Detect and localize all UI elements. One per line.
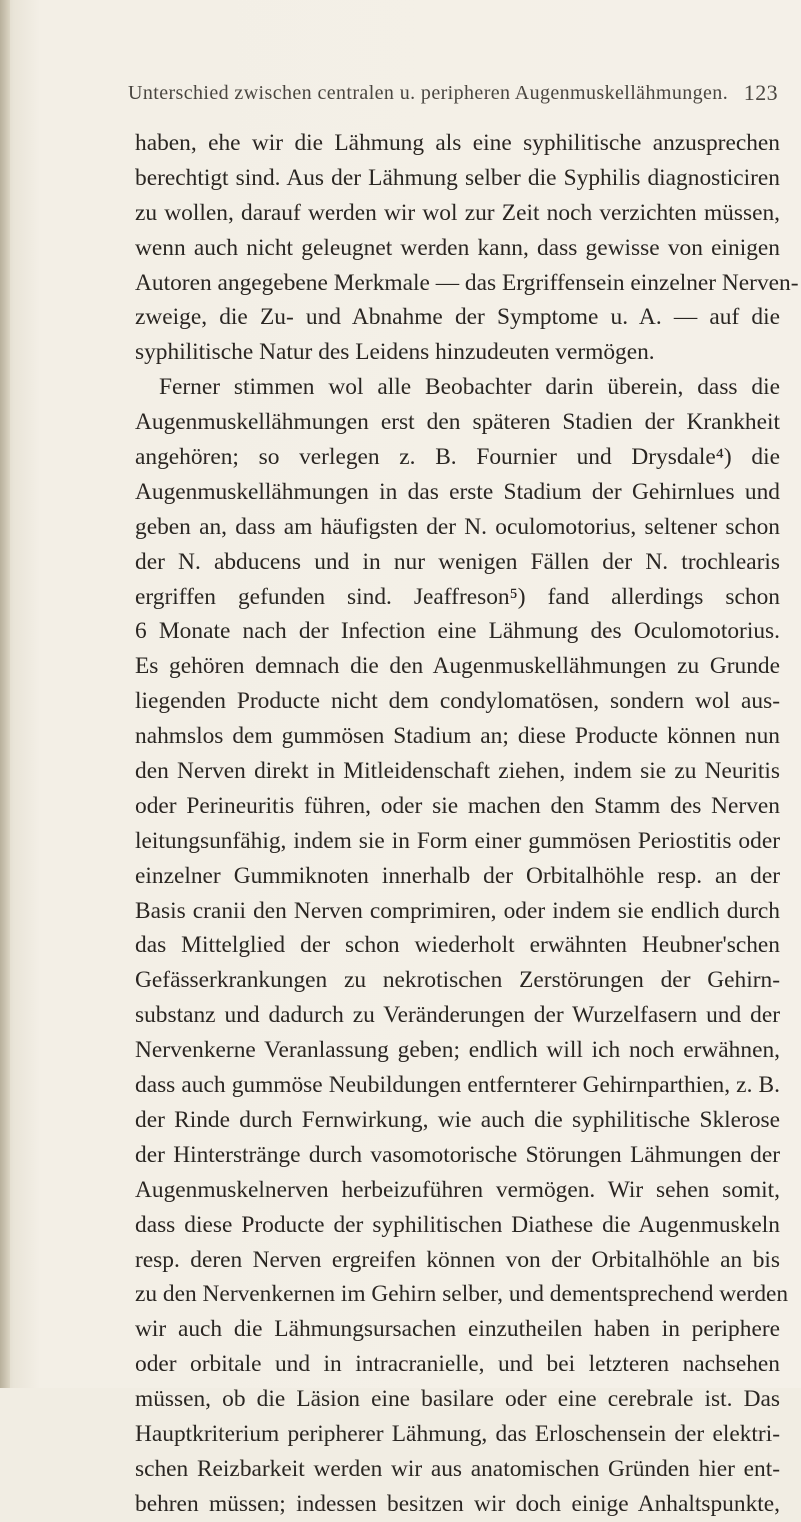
text-line: müssen, ob die Läsion eine basilare oder eine cerebrale ist. Das: [135, 1386, 780, 1413]
text-line: geben an, dass am häufigsten der N. oculomotorius, seltener schon: [135, 513, 780, 540]
text-line: zu wollen, darauf werden wir wol zur Zeit noch verzichten müssen,: [135, 199, 780, 226]
text-line: Ferner stimmen wol alle Beobachter darin überein, dass die: [159, 374, 780, 401]
text-line: der Hinterstränge durch vasomotorische Störungen Lähmungen der: [135, 1141, 780, 1168]
text-line: resp. deren Nerven ergreifen können von der Orbitalhöhle an bis: [135, 1246, 780, 1273]
text-line: liegenden Producte nicht dem condylomatösen, sondern wol aus-: [135, 688, 780, 715]
text-line: zu den Nervenkernen im Gehirn selber, und dementsprechend werden: [135, 1281, 789, 1308]
text-line: der N. abducens und in nur wenigen Fällen der N. trochlearis: [135, 548, 780, 575]
text-line: wenn auch nicht geleugnet werden kann, dass gewisse von einigen: [135, 234, 780, 261]
text-line: Nervenkerne Veranlassung geben; endlich will ich noch erwähnen,: [135, 1037, 780, 1064]
text-line: wir auch die Lähmungsursachen einzutheilen haben in periphere: [135, 1316, 780, 1343]
text-line: oder Perineuritis führen, oder sie machen den Stamm des Nerven: [135, 792, 780, 819]
text-line: behren müssen; indessen besitzen wir doch einige Anhaltspunkte,: [135, 1490, 780, 1517]
text-line: das Mittelglied der schon wiederholt erwähnten Heubner'schen: [135, 932, 780, 959]
text-line: Augenmuskelnerven herbeizuführen vermögen. Wir sehen somit,: [135, 1176, 780, 1203]
text-line: der Rinde durch Fernwirkung, wie auch die syphilitische Sklerose: [135, 1106, 780, 1133]
text-line: einzelner Gummiknoten innerhalb der Orbitalhöhle resp. an der: [135, 862, 780, 889]
binding-edge: [0, 0, 10, 1388]
text-line: haben, ehe wir die Lähmung als eine syphilitische anzusprechen: [135, 130, 780, 156]
running-head-title: Unterschied zwischen centralen u. peripheren Augenmuskellähmungen.: [128, 82, 729, 104]
page-number: 123: [743, 80, 778, 105]
text-line: zweige, die Zu- und Abnahme der Symptome u. A. — auf die: [135, 304, 780, 331]
text-line: den Nerven direkt in Mitleidenschaft ziehen, indem sie zu Neuritis: [135, 758, 780, 785]
text-line: Hauptkriterium peripherer Lähmung, das Erloschensein der elektri-: [135, 1420, 780, 1447]
text-line: Basis cranii den Nerven comprimiren, oder indem sie endlich durch: [135, 897, 780, 924]
text-line: Es gehören demnach die den Augenmuskellähmungen zu Grunde: [135, 653, 780, 680]
text-line: angehören; so verlegen z. B. Fournier und Drysdale⁴) die: [135, 444, 780, 471]
text-line: substanz und dadurch zu Veränderungen der Wurzelfasern und der: [135, 1002, 780, 1029]
text-line: nahmslos dem gummösen Stadium an; diese Producte können nun: [135, 723, 780, 750]
text-line: leitungsunfähig, indem sie in Form einer gummösen Periostitis oder: [135, 827, 780, 854]
text-line: Augenmuskellähmungen erst den späteren Stadien der Krankheit: [135, 409, 780, 436]
body-text: [135, 126, 799, 1522]
running-head: [128, 82, 778, 110]
text-line: 6 Monate nach der Infection eine Lähmung des Oculomotorius.: [135, 618, 780, 645]
text-line: dass diese Producte der syphilitischen Diathese die Augenmuskeln: [135, 1211, 780, 1238]
text-line: oder orbitale und in intracranielle, und bei letzteren nachsehen: [135, 1351, 780, 1378]
text-line: Augenmuskellähmungen in das erste Stadium der Gehirnlues und: [135, 478, 780, 505]
text-line: berechtigt sind. Aus der Lähmung selber die Syphilis diagnosticiren: [135, 164, 780, 191]
text-line: schen Reizbarkeit werden wir aus anatomischen Gründen hier ent-: [135, 1455, 780, 1482]
text-line: Autoren angegebene Merkmale — das Ergriffensein einzelner Nerven-: [135, 269, 799, 296]
text-line: dass auch gummöse Neubildungen entfernterer Gehirnparthien, z. B.: [135, 1072, 780, 1099]
text-line: syphilitische Natur des Leidens hinzudeuten vermögen.: [135, 339, 655, 366]
text-line: Gefässerkrankungen zu nekrotischen Zerstörungen der Gehirn-: [135, 967, 780, 994]
text-line: ergriffen gefunden sind. Jeaffreson⁵) fand allerdings schon: [135, 583, 780, 610]
